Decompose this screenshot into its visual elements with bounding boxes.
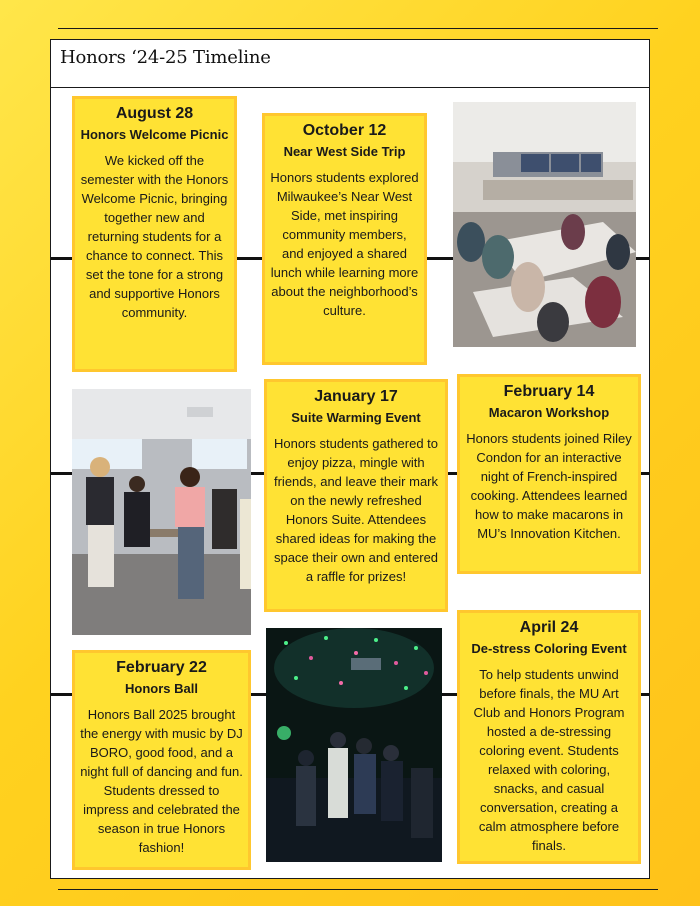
event-description: We kicked off the semester with the Honors Welcome Picnic, bringing together new and returning students for a chance to connect. This set the tone for a strong and supportive Honors community. xyxy=(80,153,229,320)
event-date: February 14 xyxy=(503,383,595,400)
timeline-frame xyxy=(50,39,650,879)
event-description: To help students unwind before finals, the MU Art Club and Honors Program hosted a de-stressing coloring event. Students relaxed with coloring, snacks, and casual conversation, creating a calm atmosphere before finals. xyxy=(473,667,625,853)
photo-suite-gathering xyxy=(72,389,251,635)
event-card-april-24 xyxy=(457,610,641,864)
event-name: Macaron Workshop xyxy=(488,405,610,420)
event-description: Honors students gathered to enjoy pizza, mingle with friends, and leave their mark on the newly refreshed Honors Suite. Attendees shared ideas for making the space their own and entered a raffle for prizes! xyxy=(273,436,439,584)
event-description: Honors Ball 2025 brought the energy with music by DJ BORO, good food, and a night full of dancing and fun. Students dressed to impress and celebrated the season in true Honors fashion! xyxy=(80,707,243,855)
event-date: October 12 xyxy=(302,122,387,139)
event-name: Honors Welcome Picnic xyxy=(80,127,229,142)
title-bar xyxy=(51,40,649,88)
event-name: Suite Warming Event xyxy=(291,410,421,425)
bottom-rule xyxy=(58,889,658,890)
event-name: Honors Ball xyxy=(125,681,198,696)
event-date: January 17 xyxy=(314,388,398,405)
event-card-october-12 xyxy=(262,113,427,365)
event-name: Near West Side Trip xyxy=(283,144,406,159)
event-card-august-28 xyxy=(72,96,237,372)
event-card-february-14 xyxy=(457,374,641,574)
event-date: August 28 xyxy=(115,105,194,122)
top-rule xyxy=(58,28,658,29)
event-date: April 24 xyxy=(519,619,579,636)
event-description: Honors students explored Milwaukee’s Near West Side, met inspiring community members, and enjoyed a shared lunch while learning more about the neighborhood’s culture. xyxy=(270,170,419,318)
event-card-february-22 xyxy=(72,650,251,870)
photo-dining-hall xyxy=(453,102,636,347)
event-date: February 22 xyxy=(116,659,207,676)
photo-honors-ball xyxy=(266,628,442,862)
page-title: Honors ‘24-25 Timeline xyxy=(60,47,271,68)
event-description: Honors students joined Riley Condon for an interactive night of French-inspired cooking. Attendees learned how to make macarons in MU’s Innovation Kitchen. xyxy=(466,431,632,541)
event-name: De-stress Coloring Event xyxy=(471,641,627,656)
event-card-january-17 xyxy=(264,379,448,612)
